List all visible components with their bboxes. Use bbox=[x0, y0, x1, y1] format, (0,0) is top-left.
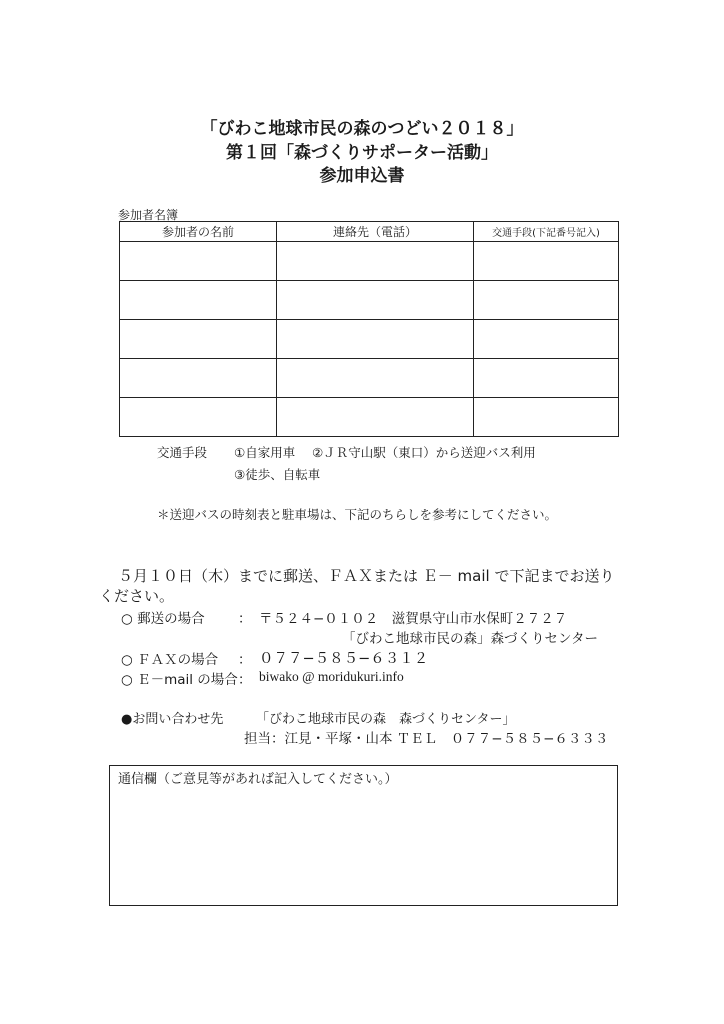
name-cell[interactable] bbox=[120, 320, 277, 359]
inquiry-org: 「びわこ地球市民の森 森づくりセンター」 bbox=[256, 712, 516, 727]
header-transport-method: 交通手段(下記番号記入) bbox=[474, 222, 619, 242]
email-address[interactable]: biwako @ moridukuri.info bbox=[259, 669, 404, 684]
transport-option-bus: ②ＪＲ守山駅（東口）から送迎バス利用 bbox=[312, 445, 536, 460]
form-title-event: 「びわこ地球市民の森のつどい２０１８」 bbox=[200, 119, 524, 139]
phone-cell[interactable] bbox=[277, 281, 474, 320]
name-cell[interactable] bbox=[120, 359, 277, 398]
phone-cell[interactable] bbox=[277, 320, 474, 359]
deadline-line-1: ５月１０日（木）までに郵送、ＦＡＸまたは Ｅ－ mail で下記までお送り bbox=[118, 567, 615, 585]
table-row bbox=[120, 398, 619, 437]
transport-cell[interactable] bbox=[474, 320, 619, 359]
table-row bbox=[120, 242, 619, 281]
roster-header-row bbox=[120, 222, 619, 242]
participant-roster-table bbox=[119, 221, 619, 437]
transport-cell[interactable] bbox=[474, 359, 619, 398]
deadline-line-2: ください。 bbox=[99, 587, 175, 605]
comment-box[interactable] bbox=[109, 765, 618, 906]
phone-cell[interactable] bbox=[277, 359, 474, 398]
mail-colon: ： bbox=[238, 611, 252, 627]
bus-notice: ＊送迎バスの時刻表と駐車場は、下記のちらしを参考にしてください。 bbox=[157, 507, 558, 522]
table-row bbox=[120, 359, 619, 398]
transport-cell[interactable] bbox=[474, 281, 619, 320]
transport-option-walk: ③徒歩、自転車 bbox=[234, 467, 321, 482]
mail-address-org: 「びわこ地球市民の森」森づくりセンター bbox=[342, 631, 598, 647]
form-title-activity: 第１回「森づくりサポーター活動」 bbox=[226, 143, 498, 163]
table-row bbox=[120, 320, 619, 359]
name-cell[interactable] bbox=[120, 242, 277, 281]
inquiry-label: ●お問い合わせ先 bbox=[121, 712, 224, 727]
header-contact-phone: 連絡先（電話） bbox=[277, 222, 474, 242]
phone-cell[interactable] bbox=[277, 242, 474, 281]
inquiry-staff-phone: 担当：江見・平塚・山本 ＴＥＬ ０７７−５８５−６３３３ bbox=[244, 731, 609, 747]
fax-label: ○ ＦＡＸの場合 bbox=[121, 652, 219, 668]
transport-cell[interactable] bbox=[474, 242, 619, 281]
fax-colon: ： bbox=[238, 652, 252, 668]
name-cell[interactable] bbox=[120, 398, 277, 437]
transport-cell[interactable] bbox=[474, 398, 619, 437]
phone-cell[interactable] bbox=[277, 398, 474, 437]
comment-label: 通信欄（ご意見等があれば記入してください。） bbox=[118, 772, 398, 787]
mail-label: ○ 郵送の場合 bbox=[121, 611, 205, 627]
form-title-application: 参加申込書 bbox=[319, 166, 405, 186]
email-label: ○ Ｅ－mail の場合 bbox=[121, 672, 238, 688]
transport-option-car: ①自家用車 bbox=[234, 445, 296, 460]
fax-number: ０７７−５８５−６３１２ bbox=[259, 651, 429, 667]
table-row bbox=[120, 281, 619, 320]
email-colon: ： bbox=[238, 672, 252, 688]
transport-label: 交通手段 bbox=[157, 445, 208, 460]
name-cell[interactable] bbox=[120, 281, 277, 320]
mail-address: 〒５２４−０１０２ 滋賀県守山市水保町２７２７ bbox=[259, 611, 568, 627]
header-participant-name: 参加者の名前 bbox=[120, 222, 277, 242]
roster-label: 参加者名簿 bbox=[118, 208, 179, 222]
